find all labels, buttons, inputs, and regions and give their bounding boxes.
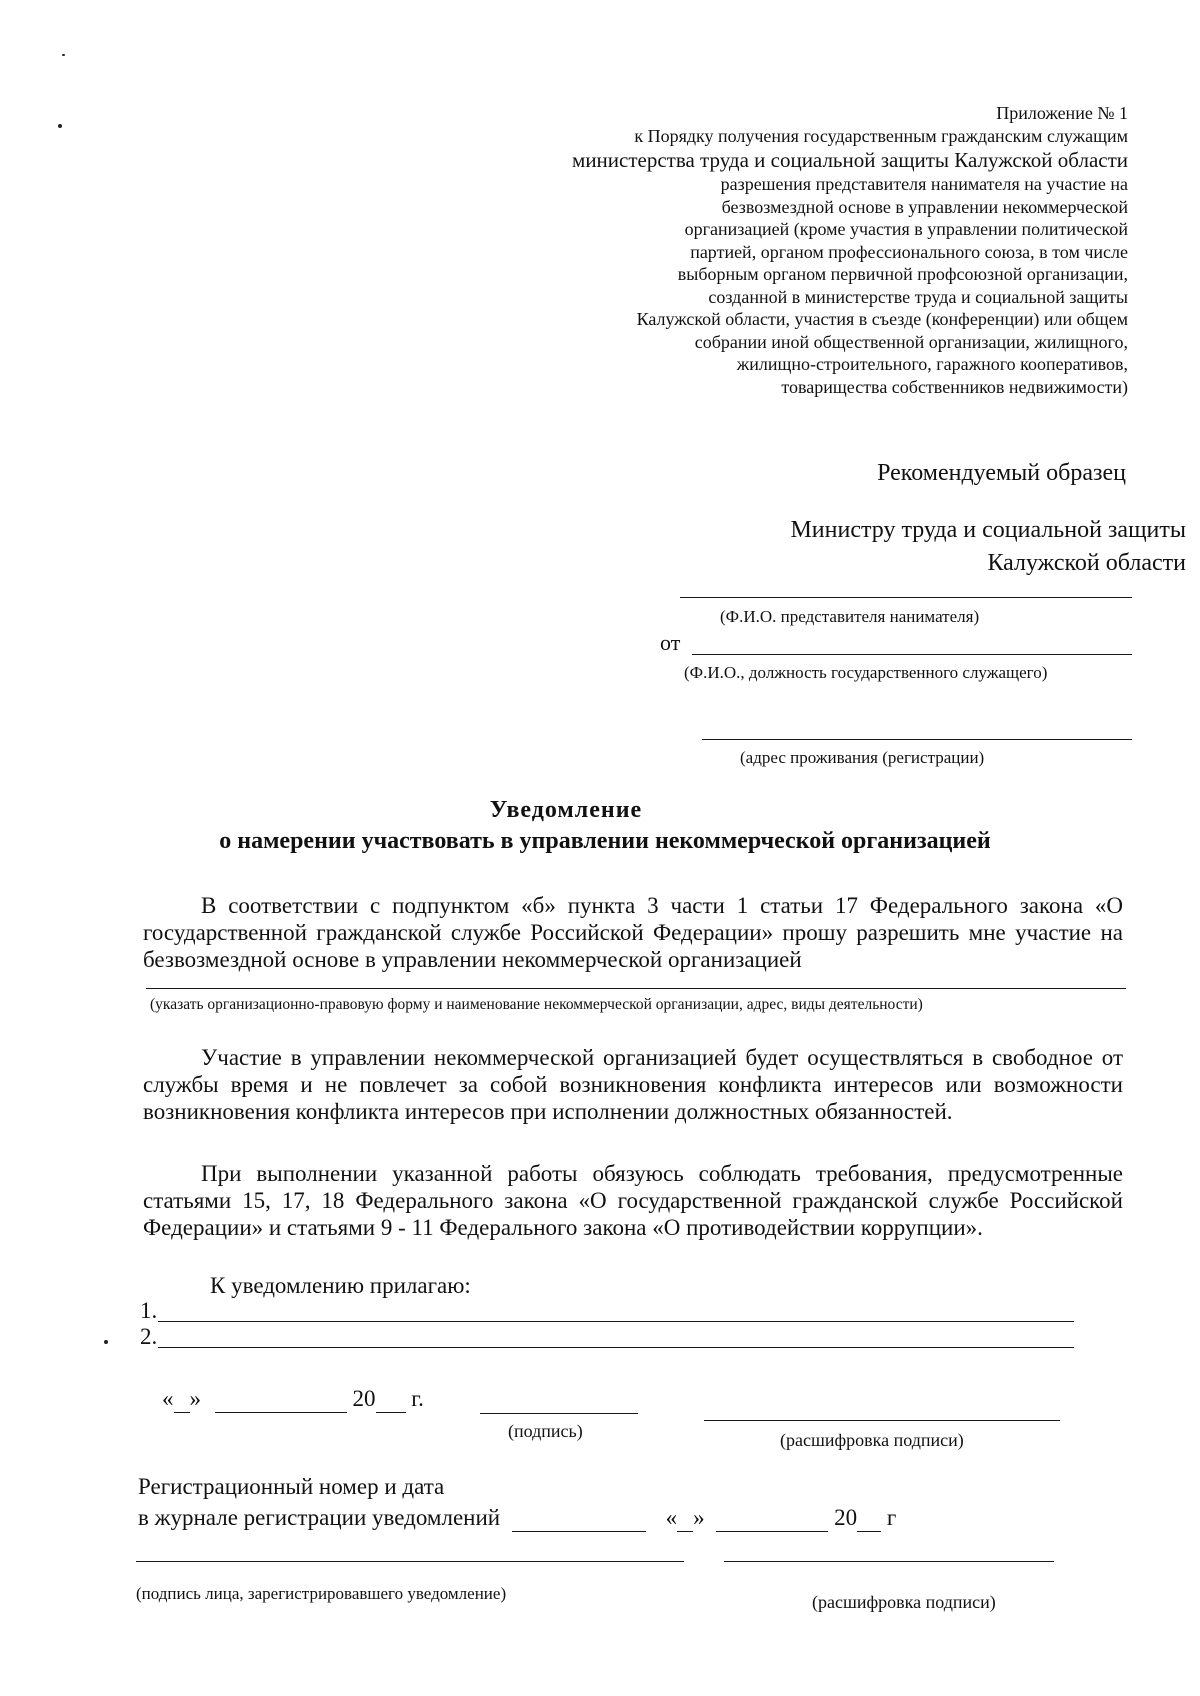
registration-month-field[interactable] [716,1505,828,1532]
registration-line-2 [138,1505,896,1532]
registration-journal-label: в журнале регистрации уведомлений [138,1505,501,1530]
year-field[interactable] [376,1386,406,1413]
attachment-field-1[interactable] [158,1321,1074,1322]
addressee-block [790,514,1186,580]
annex-line: организацией (кроме участия в управлении политической [684,219,1128,239]
registration-year-field[interactable] [857,1505,881,1532]
address-caption: (адрес проживания (регистрации) [740,748,985,767]
address-field[interactable] [702,739,1132,740]
scan-speck [104,1340,108,1344]
employee-name-field[interactable] [692,654,1132,655]
annex-header [508,102,1128,398]
registrar-decode-field[interactable] [724,1561,1054,1562]
recommended-sample-label: Рекомендуемый образец [877,460,1126,486]
annex-line: министерства труда и социальной защиты Калужской области [572,148,1128,172]
organization-caption: (указать организационно-правовую форму и наименование некоммерческой организации, адрес, виды деятельности) [150,996,923,1013]
attachment-number: 1. [140,1298,158,1323]
addressee-line-1: Министру труда и социальной защиты [790,517,1186,543]
year-prefix: 20 [352,1386,376,1411]
signature-caption: (подпись) [508,1421,583,1441]
day-field[interactable] [174,1386,190,1413]
registrar-signature-field[interactable] [136,1561,684,1562]
attachments-label: К уведомлению прилагаю: [210,1273,471,1298]
registration-year-prefix: 20 [834,1505,858,1530]
notice-title [0,795,1200,857]
scan-speck [58,124,62,128]
annex-title: Приложение № 1 [996,103,1128,123]
attachment-number: 2. [140,1324,158,1349]
annex-line: к Порядку получения государственным гражданским служащим [634,125,1128,146]
employee-caption: (Ф.И.О., должность государственного служащего) [684,663,1048,682]
request-paragraph [143,892,1123,973]
annex-line: безвозмездной основе в управлении некоммерческой [721,196,1128,217]
registrar-caption: (подпись лица, зарегистрировавшего уведомление) [136,1584,507,1603]
annex-line: собрании иной общественной организации, жилищного, [694,331,1128,352]
employer-name-field[interactable] [680,597,1132,598]
registration-year-suffix: г [886,1505,897,1530]
conditions-text: Участие в управлении некоммерческой организацией будет осуществляться в свободное от службы время и не повлечет за собой возникновения конфликта интересов или возможности возникновения конфликта интересов при исполнении должностных обязанностей. [143,1045,1123,1124]
addressee-line-2: Калужской области [987,550,1186,576]
notice-title-line-2: о намерении участвовать в управлении некоммерческой организацией [219,828,991,854]
attachment-field-2[interactable] [158,1347,1074,1348]
employer-caption: (Ф.И.О. представителя нанимателя) [720,607,980,626]
annex-line: выборным органом первичной профсоюзной организации, [677,264,1128,284]
scan-speck [62,54,65,56]
conditions-paragraph [143,1044,1123,1125]
quote-close: » [693,1505,705,1530]
obligations-paragraph [143,1160,1123,1241]
annex-line: партией, органом профессионального союза, в том числе [690,241,1128,262]
notice-date [162,1386,424,1413]
from-label: от [660,630,681,655]
year-suffix: г. [411,1386,424,1411]
signature-decode-field[interactable] [704,1420,1060,1421]
signature-decode-caption: (расшифровка подписи) [780,1430,964,1450]
annex-line: товарищества собственников недвижимости) [781,376,1128,397]
annex-line: созданной в министерстве труда и социальной защиты [708,286,1128,307]
registrar-decode-caption: (расшифровка подписи) [812,1592,996,1612]
registration-day-field[interactable] [677,1505,693,1532]
annex-line: Калужской области, участия в съезде (конференции) или общем [636,309,1128,329]
obligations-text: При выполнении указанной работы обязуюсь соблюдать требования, предусмотренные статьями 15, 17, 18 Федерального закона «О государственной гражданской службе Российской Федерации» и статьями 9 - 11 Федерального закона «О противодействии коррупции». [143,1161,1123,1240]
registration-line-1: Регистрационный номер и дата [138,1474,445,1499]
notice-title-line-1: Уведомление [489,797,643,823]
request-text: В соответствии с подпунктом «б» пункта 3 части 1 статьи 17 Федерального закона «О государственной гражданской службе Российской Федерации» прошу разрешить мне участие на безвозмездной основе в управлении некоммерческой организацией [143,893,1123,972]
signature-field[interactable] [480,1413,638,1414]
quote-close: » [189,1386,201,1411]
annex-line: разрешения представителя нанимателя на участие на [720,174,1128,194]
organization-field[interactable] [146,988,1126,989]
quote-open: « [162,1386,174,1411]
quote-open: « [665,1505,678,1530]
month-field[interactable] [215,1386,347,1413]
registration-number-field[interactable] [512,1505,646,1532]
annex-line: жилищно-строительного, гаражного кооперативов, [736,354,1128,374]
